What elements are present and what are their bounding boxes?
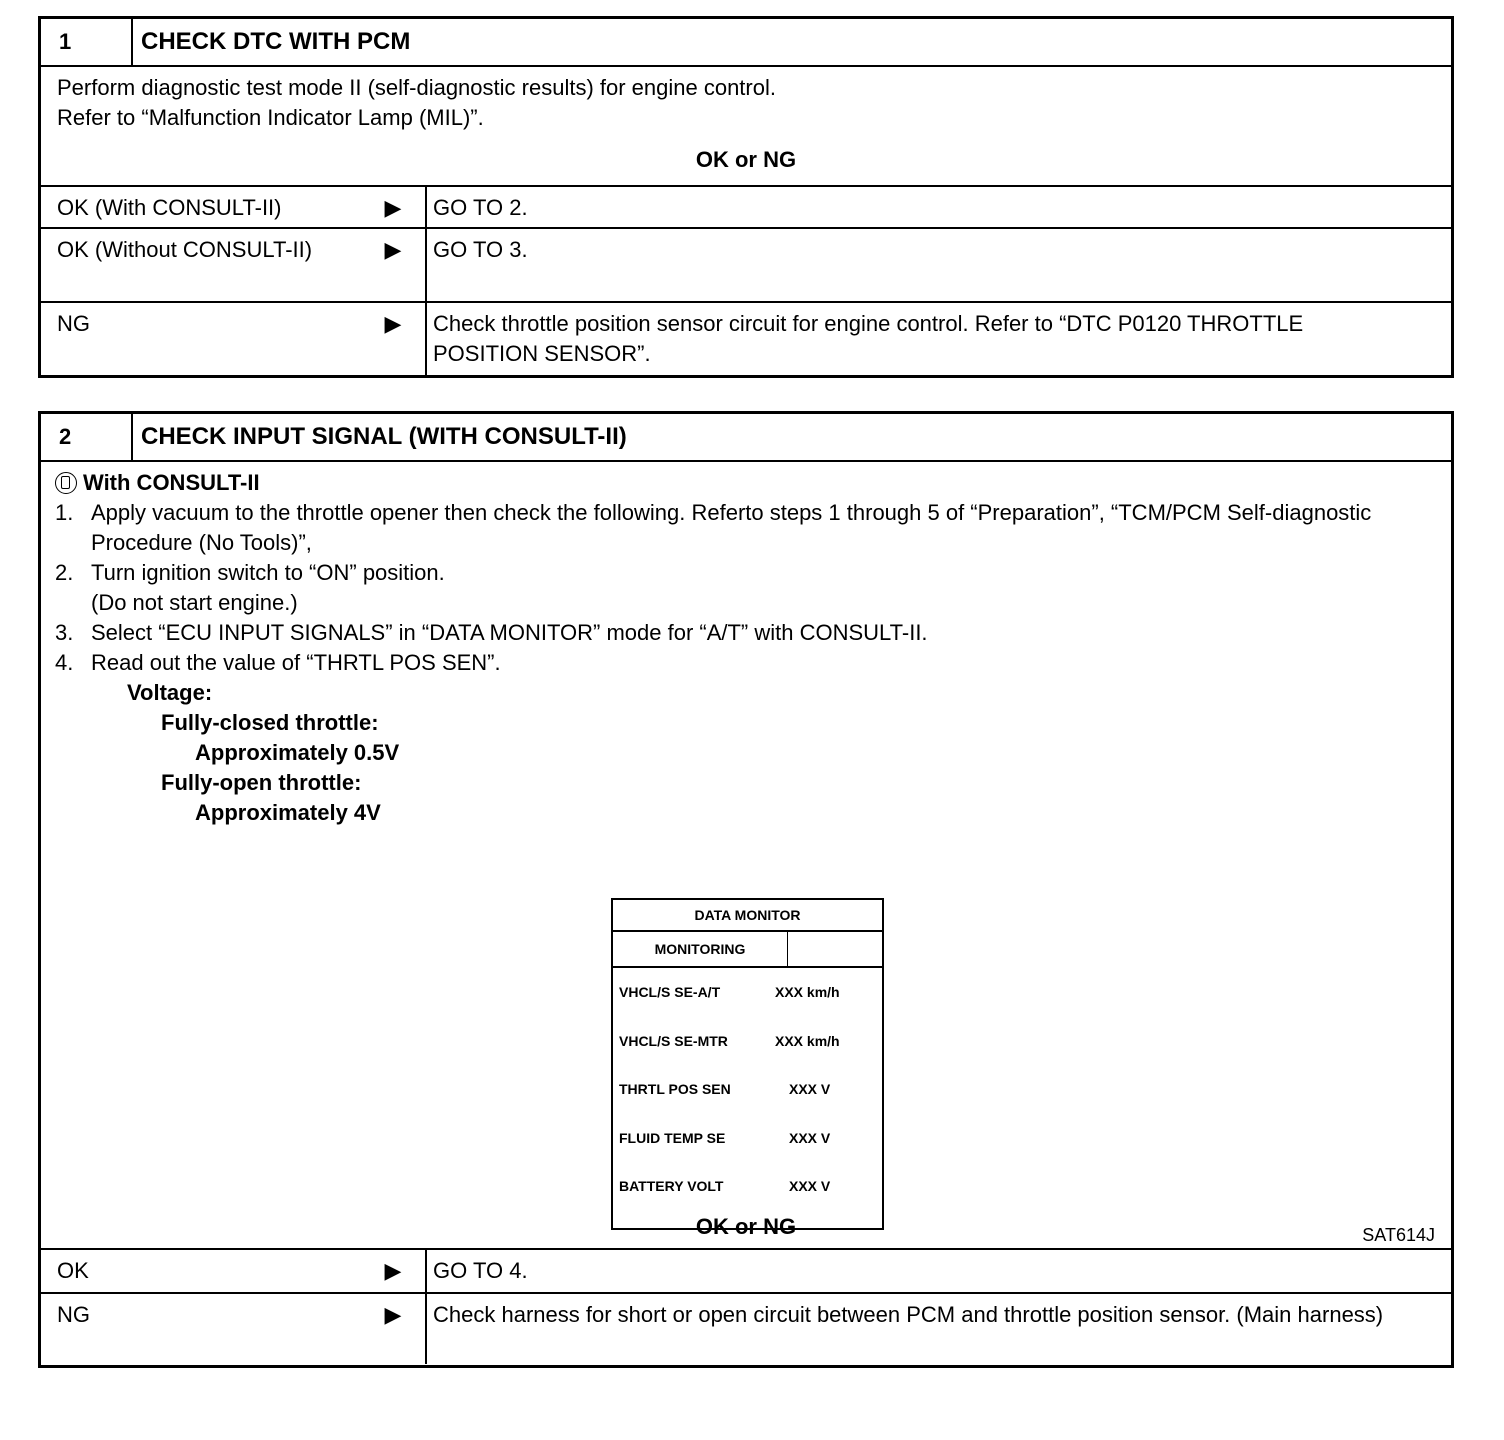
- step-2-number: 2: [41, 414, 133, 460]
- procedure-step: 1. Apply vacuum to the throttle opener then check the following. Referto steps 1 through 5 of “Preparation”, “TCM/PCM Self-diagnostic Procedure (No Tools)”,: [55, 500, 1372, 555]
- step-1-line: Refer to “Malfunction Indicator Lamp (MIL)”.: [57, 105, 484, 130]
- monitor-subheader: [613, 932, 882, 968]
- result-action: GO TO 4.: [433, 1258, 528, 1283]
- ok-or-ng-label: OK or NG: [695, 1214, 797, 1239]
- result-condition: OK: [57, 1258, 89, 1283]
- procedure-step: 2. Turn ignition switch to “ON” position.: [55, 560, 445, 585]
- right-arrow-icon: ▶: [384, 311, 402, 336]
- with-consult-heading: With CONSULT-II: [55, 468, 1435, 498]
- closed-throttle-label: Fully-closed throttle:: [161, 710, 379, 735]
- result-row: [41, 301, 1451, 375]
- monitor-row: BATTERY VOLT XXX V: [619, 1178, 831, 1195]
- voltage-label: Voltage:: [127, 680, 213, 705]
- monitor-row: THRTL POS SEN XXX V: [619, 1081, 831, 1098]
- step-2-procedure: [55, 498, 1435, 678]
- result-row: [41, 227, 1451, 301]
- result-row: [41, 185, 1451, 227]
- step-1-number: 1: [41, 19, 133, 65]
- figure-id: SAT614J: [1362, 1225, 1435, 1245]
- result-action: Check harness for short or open circuit between PCM and throttle position sensor. (Main harness): [433, 1302, 1384, 1327]
- monitor-title: DATA MONITOR: [613, 900, 882, 932]
- procedure-step: 4. Read out the value of “THRTL POS SEN”.: [55, 650, 501, 675]
- step-2-instructions: [41, 462, 1451, 1248]
- step-2-header: [41, 414, 1451, 462]
- step-2-block: [38, 411, 1454, 1368]
- closed-throttle-value: Approximately 0.5V: [195, 740, 400, 765]
- consult-tool-icon: [55, 472, 77, 494]
- result-row: [41, 1292, 1451, 1364]
- result-condition: NG: [57, 311, 90, 336]
- result-action: GO TO 2.: [433, 195, 528, 220]
- step-1-line: Perform diagnostic test mode II (self-diagnostic results) for engine control.: [57, 75, 776, 100]
- result-condition: NG: [57, 1302, 90, 1327]
- result-action: Check throttle position sensor circuit for engine control. Refer to “DTC P0120 THROTTLE POSITION SENSOR”.: [433, 311, 1304, 366]
- step-1-title: CHECK DTC WITH PCM: [141, 28, 411, 55]
- step-1-header: [41, 19, 1451, 67]
- ok-or-ng-label: OK or NG: [695, 147, 797, 172]
- monitor-row: VHCL/S SE-MTR XXX km/h: [619, 1032, 840, 1049]
- right-arrow-icon: ▶: [384, 195, 402, 220]
- result-action: GO TO 3.: [433, 237, 528, 262]
- right-arrow-icon: ▶: [384, 1258, 402, 1283]
- step-1-block: [38, 16, 1454, 378]
- data-monitor-figure: [611, 898, 884, 1230]
- step-1-instructions: [41, 67, 1451, 185]
- result-condition: OK (Without CONSULT-II): [57, 237, 313, 262]
- open-throttle-label: Fully-open throttle:: [161, 770, 362, 795]
- monitor-row: VHCL/S SE-A/T XXX km/h: [619, 984, 840, 1001]
- monitoring-label: MONITORING: [613, 932, 788, 966]
- result-row: [41, 1248, 1451, 1292]
- open-throttle-value: Approximately 4V: [195, 800, 381, 825]
- right-arrow-icon: ▶: [384, 1302, 402, 1327]
- procedure-step: 3. Select “ECU INPUT SIGNALS” in “DATA MONITOR” mode for “A/T” with CONSULT-II.: [55, 620, 928, 645]
- step-2-title: CHECK INPUT SIGNAL (WITH CONSULT-II): [141, 423, 627, 450]
- procedure-step: (Do not start engine.): [91, 590, 298, 615]
- right-arrow-icon: ▶: [384, 237, 402, 262]
- monitor-row: FLUID TEMP SE XXX V: [619, 1129, 831, 1146]
- result-condition: OK (With CONSULT-II): [57, 195, 282, 220]
